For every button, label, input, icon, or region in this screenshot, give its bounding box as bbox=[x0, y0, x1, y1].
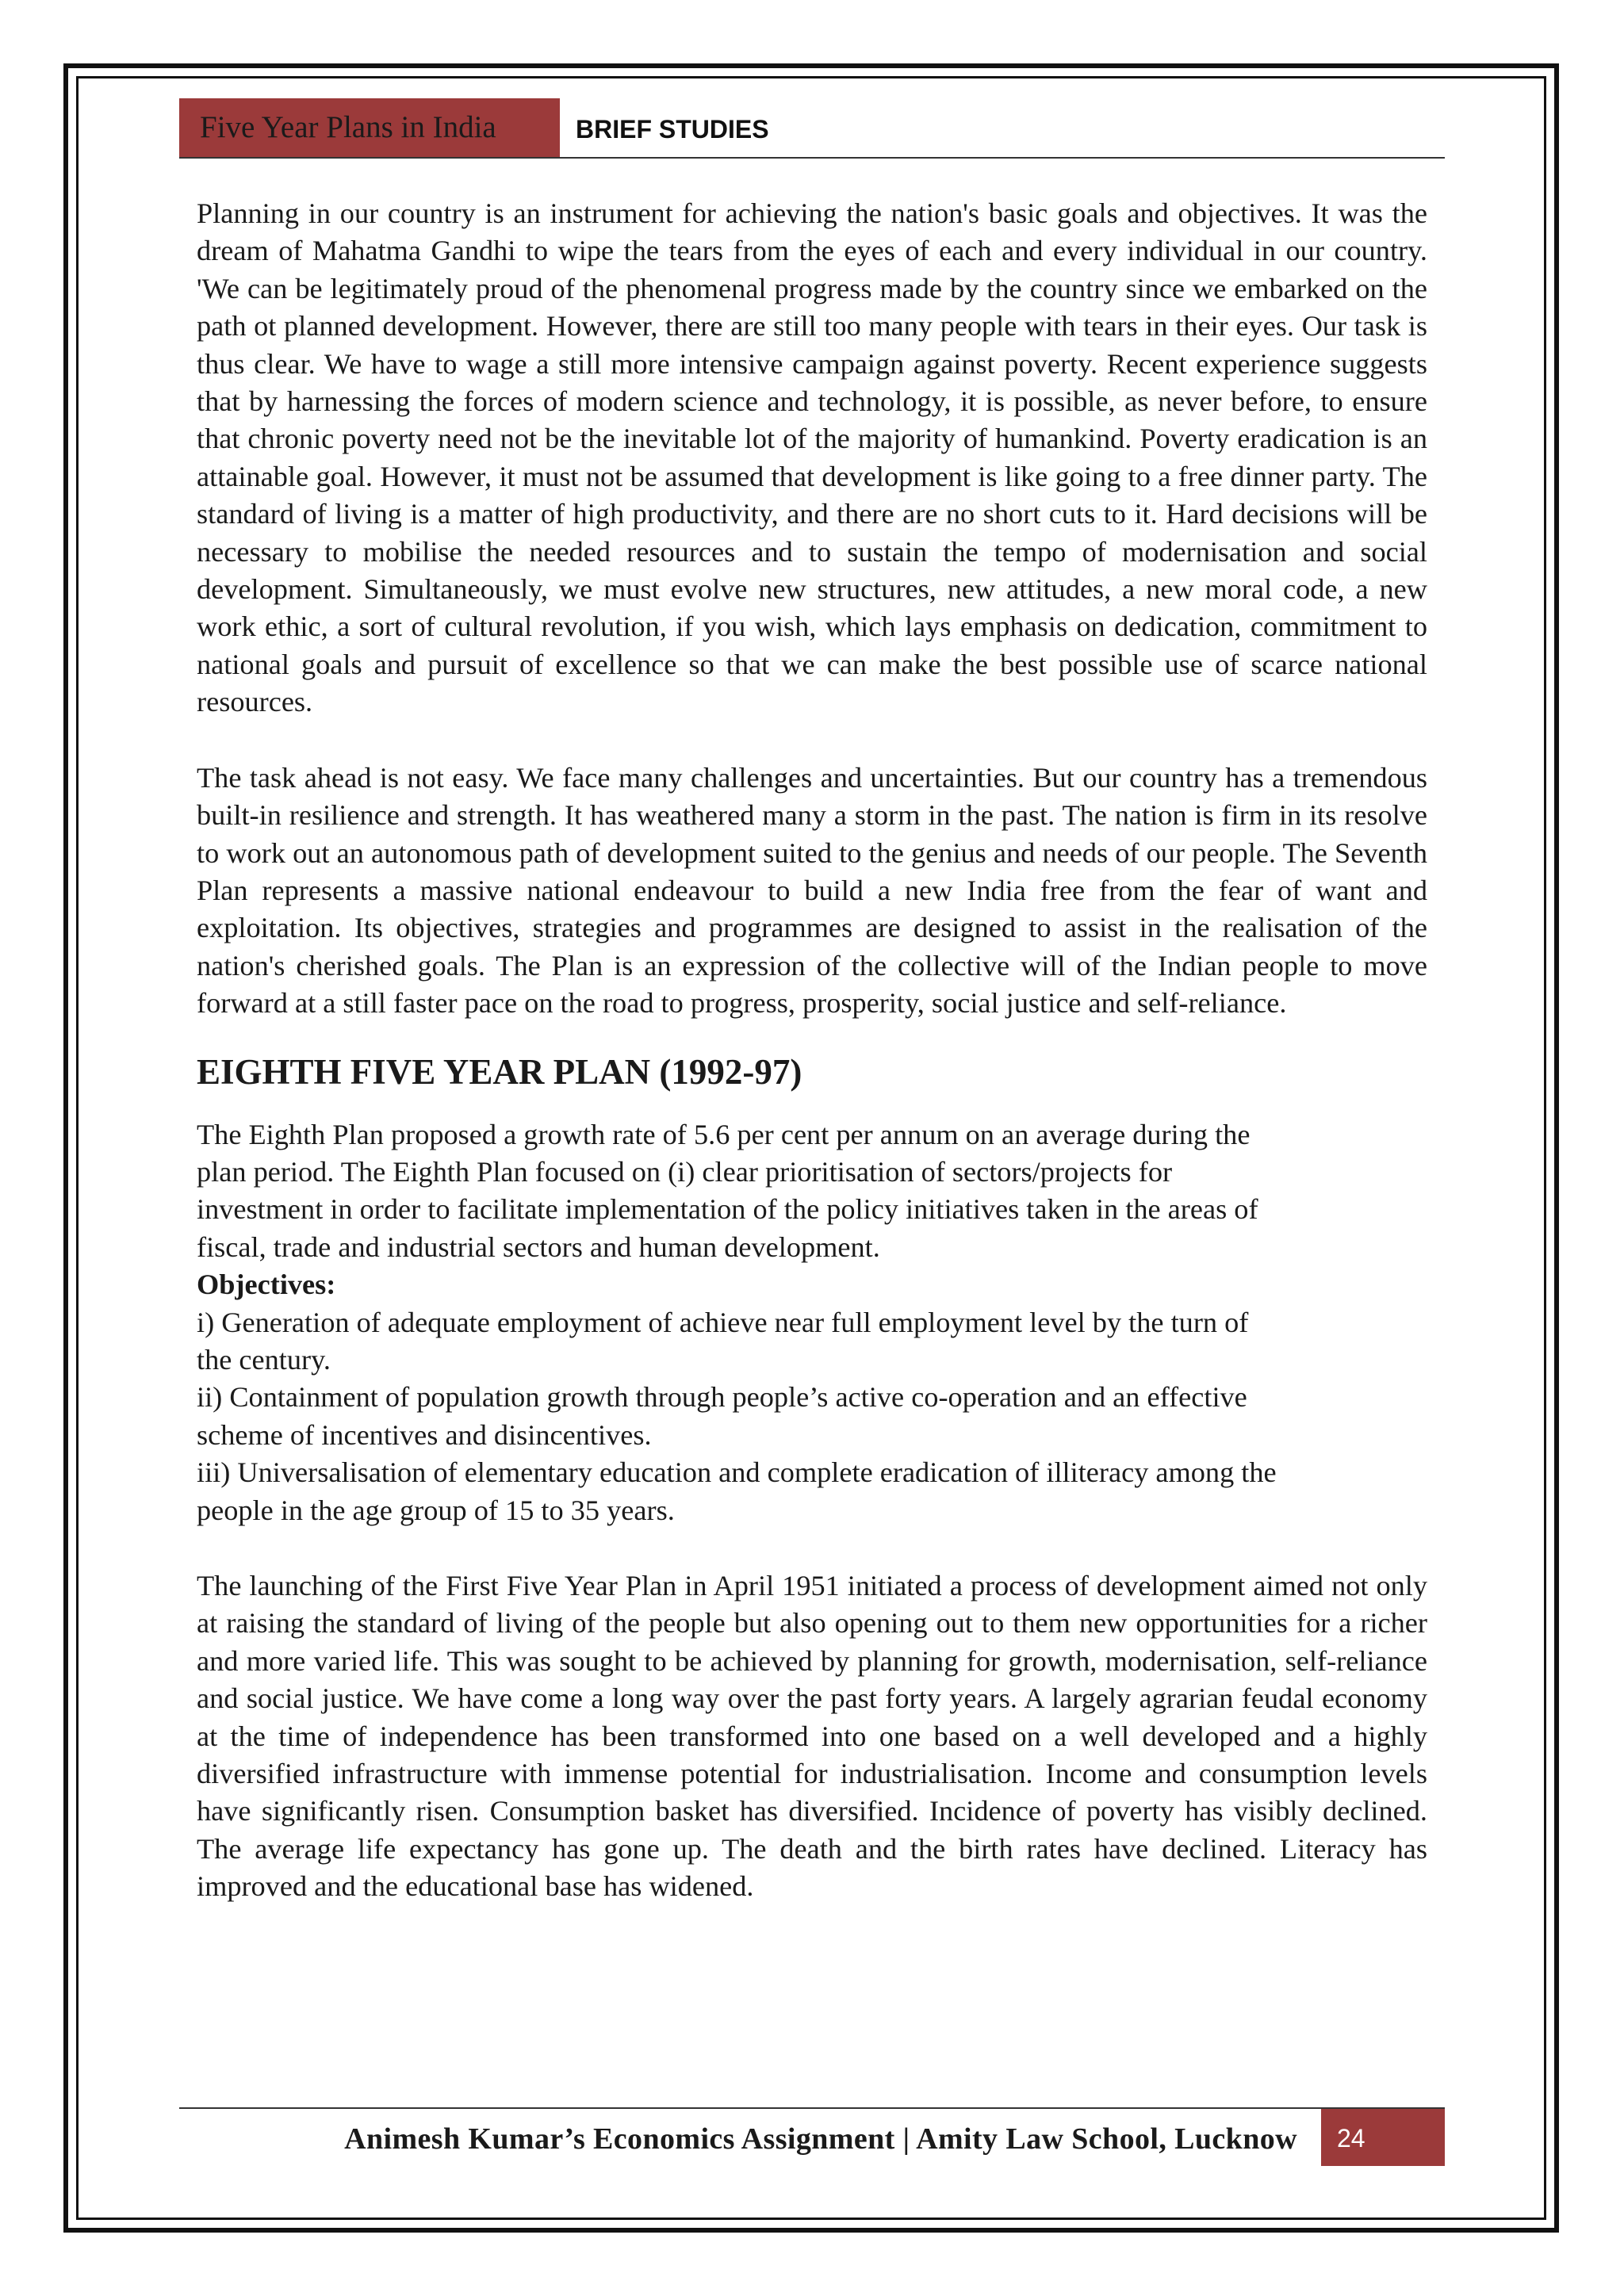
eighth-plan-intro bbox=[197, 1116, 1427, 1267]
intro-line: The Eighth Plan proposed a growth rate of 5.6 per cent per annum on an average during the bbox=[197, 1118, 1251, 1150]
objective-line: iii) Universalisation of elementary education and complete eradication of illiteracy among the bbox=[197, 1456, 1277, 1489]
objective-line: ii) Containment of population growth through people’s active co-operation and an effective bbox=[197, 1381, 1247, 1414]
page-content bbox=[197, 195, 1427, 1906]
objective-line: the century. bbox=[197, 1343, 331, 1376]
header-subtitle: BRIEF STUDIES bbox=[576, 115, 769, 144]
page-header bbox=[179, 98, 1445, 159]
objectives-list bbox=[197, 1304, 1427, 1529]
intro-line: fiscal, trade and industrial sectors and human development. bbox=[197, 1230, 880, 1263]
paragraph-planning: Planning in our country is an instrument for achieving the nation's basic goals and objectives. It was the dream of Mahatma Gandhi to wipe the tears from the eyes of each and every individual in our country. 'We can be legitimately proud of the phenomenal progress made by the country since we embarked on the path ot planned development. However, there are still too many people with tears in their eyes. Our task is thus clear. We have to wage a still more intensive campaign against poverty. Recent experience suggests that by harnessing the forces of modern science and technology, it is possible, as never before, to ensure that chronic poverty need not be the inevitable lot of the majority of humankind. Poverty eradication is an attainable goal. However, it must not be assumed that development is like going to a free dinner party. The standard of living is a matter of high productivity, and there are no short cuts to it. Hard decisions will be necessary to mobilise the needed resources and to sustain the tempo of modernisation and social development. Simultaneously, we must evolve new structures, new attitudes, a new moral code, a new work ethic, a sort of cultural revolution, if you wish, which lays emphasis on dedication, commitment to national goals and pursuit of excellence so that we can make the best possible use of scarce national resources. bbox=[197, 197, 1427, 718]
footer-credit: Animesh Kumar’s Economics Assignment | Amity Law School, Lucknow bbox=[344, 2122, 1297, 2156]
objective-line: people in the age group of 15 to 35 years. bbox=[197, 1494, 675, 1526]
section-heading-eighth-plan: EIGHTH FIVE YEAR PLAN (1992-97) bbox=[197, 1051, 802, 1092]
objective-line: scheme of incentives and disincentives. bbox=[197, 1418, 652, 1451]
page-number: 24 bbox=[1321, 2109, 1445, 2166]
paragraph-first-plan-launch: The launching of the First Five Year Plan in April 1951 initiated a process of development aimed not only at raising the standard of living of the people but also opening out to them new opportunities for a richer and more varied life. This was sought to be achieved by planning for growth, modernisation, self-reliance and social justice. We have come a long way over the past forty years. A largely agrarian feudal economy at the time of independence has been transformed into one based on a well developed and a highly diversified infrastructure with immense potential for industrialisation. Income and consumption levels have significantly risen. Consumption basket has diversified. Incidence of poverty has visibly declined. The average life expectancy has gone up. The death and the birth rates have declined. Literacy has improved and the educational base has widened. bbox=[197, 1570, 1427, 1903]
intro-line: plan period. The Eighth Plan focused on (i) clear prioritisation of sectors/projects for bbox=[197, 1155, 1173, 1188]
header-title: Five Year Plans in India bbox=[179, 98, 560, 157]
paragraph-task-ahead: The task ahead is not easy. We face many challenges and uncertainties. But our country has a tremendous built-in resilience and strength. It has weathered many a storm in the past. The nation is firm in its resolve to work out an autonomous path of development suited to the genius and needs of our people. The Seventh Plan represents a massive national endeavour to build a new India free from the fear of want and exploitation. Its objectives, strategies and programmes are designed to assist in the realisation of the nation's cherished goals. The Plan is an expression of the collective will of the Indian people to move forward at a still faster pace on the road to progress, prosperity, social justice and self-reliance. bbox=[197, 761, 1427, 1020]
objective-line: i) Generation of adequate employment of achieve near full employment level by the turn of bbox=[197, 1306, 1249, 1338]
page-footer bbox=[179, 2107, 1445, 2166]
objectives-label: Objectives: bbox=[197, 1269, 336, 1301]
intro-line: investment in order to facilitate implementation of the policy initiatives taken in the areas of bbox=[197, 1193, 1258, 1226]
